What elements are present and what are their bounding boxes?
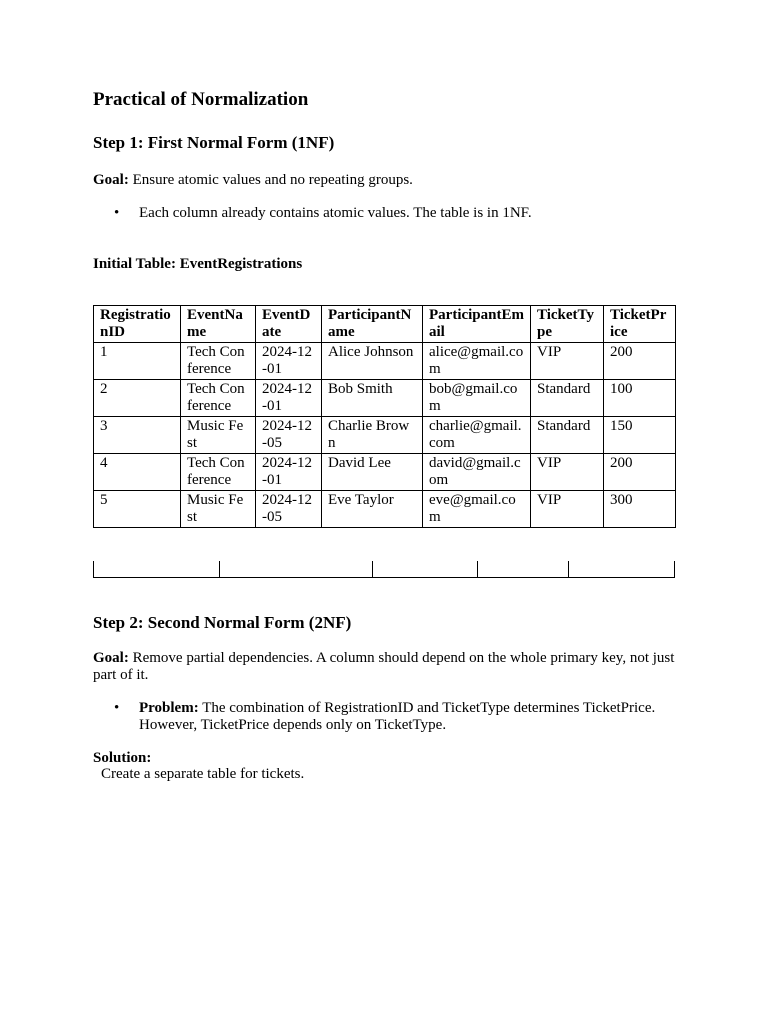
event-registrations-table [93,305,676,528]
table-row [94,380,676,417]
table-cell: Standard [531,380,604,417]
table-cell: 2024-12-05 [256,491,322,528]
table-cell: Tech Conference [181,454,256,491]
column-header-eventdate: EventDate [256,306,322,343]
table-cell: VIP [531,454,604,491]
table-cell: 300 [604,491,676,528]
step1-heading: Step 1: First Normal Form (1NF) [93,133,335,152]
table-divider [219,561,220,577]
table-cell: Music Fest [181,491,256,528]
table-cell: 2024-12-01 [256,454,322,491]
solution-text: Create a separate table for tickets. [101,766,305,782]
table-cell: Eve Taylor [322,491,423,528]
table-header-row [94,306,676,343]
step1-goal-label: Goal: [93,172,129,188]
table-cell: VIP [531,343,604,380]
column-header-participantname: ParticipantName [322,306,423,343]
table-row [94,454,676,491]
step2-goal-text: Remove partial dependencies. A column should depend on the whole primary key, not just part of it. [93,650,675,683]
bullet-marker: • [114,700,120,716]
step1-goal [93,172,675,189]
column-header-ticketprice: TicketPrice [604,306,676,343]
table-cell: 200 [604,454,676,491]
table-cell: Alice Johnson [322,343,423,380]
step1-bullet-text: Each column already contains atomic values. The table is in 1NF. [139,205,532,221]
table-caption: Initial Table: EventRegistrations [93,256,303,272]
table-cell: 200 [604,343,676,380]
table-cell: 3 [94,417,181,454]
table-cell: Bob Smith [322,380,423,417]
page-title: Practical of Normalization [93,89,309,110]
table-cell: bob@gmail.com [423,380,531,417]
table-cell: 5 [94,491,181,528]
table-cell: David Lee [322,454,423,491]
table-cell: VIP [531,491,604,528]
table-cell: Music Fest [181,417,256,454]
table-divider [477,561,478,577]
step2-goal-label: Goal: [93,650,129,666]
table-cell: charlie@gmail.com [423,417,531,454]
column-header-registrationid: RegistrationID [94,306,181,343]
table-row [94,491,676,528]
bullet-marker: • [114,205,120,221]
table-cell: 150 [604,417,676,454]
table-divider [568,561,569,577]
table-cell: 2024-12-05 [256,417,322,454]
problem-label: Problem: [139,700,199,716]
table-cell: alice@gmail.com [423,343,531,380]
table-cell: 2024-12-01 [256,380,322,417]
table-cell: 100 [604,380,676,417]
step2-goal [93,650,675,684]
table-row [94,343,676,380]
table-row [94,417,676,454]
table-cell: 1 [94,343,181,380]
table-cell: david@gmail.com [423,454,531,491]
table-empty-row [93,561,675,578]
step2-bullet-text [139,700,679,734]
table-cell: 2024-12-01 [256,343,322,380]
column-header-tickettype: TicketType [531,306,604,343]
table-cell: Tech Conference [181,343,256,380]
column-header-participantemail: ParticipantEmail [423,306,531,343]
table-cell: 2 [94,380,181,417]
table-divider [372,561,373,577]
problem-text: The combination of RegistrationID and TicketType determines TicketPrice. However, TicketPrice depends only on TicketType. [139,700,656,733]
table-cell: eve@gmail.com [423,491,531,528]
step2-heading: Step 2: Second Normal Form (2NF) [93,613,352,632]
column-header-eventname: EventName [181,306,256,343]
solution-label: Solution: [93,750,152,766]
table-cell: Charlie Brown [322,417,423,454]
table-cell: 4 [94,454,181,491]
table-cell: Standard [531,417,604,454]
step1-goal-text: Ensure atomic values and no repeating groups. [128,172,413,188]
table-cell: Tech Conference [181,380,256,417]
